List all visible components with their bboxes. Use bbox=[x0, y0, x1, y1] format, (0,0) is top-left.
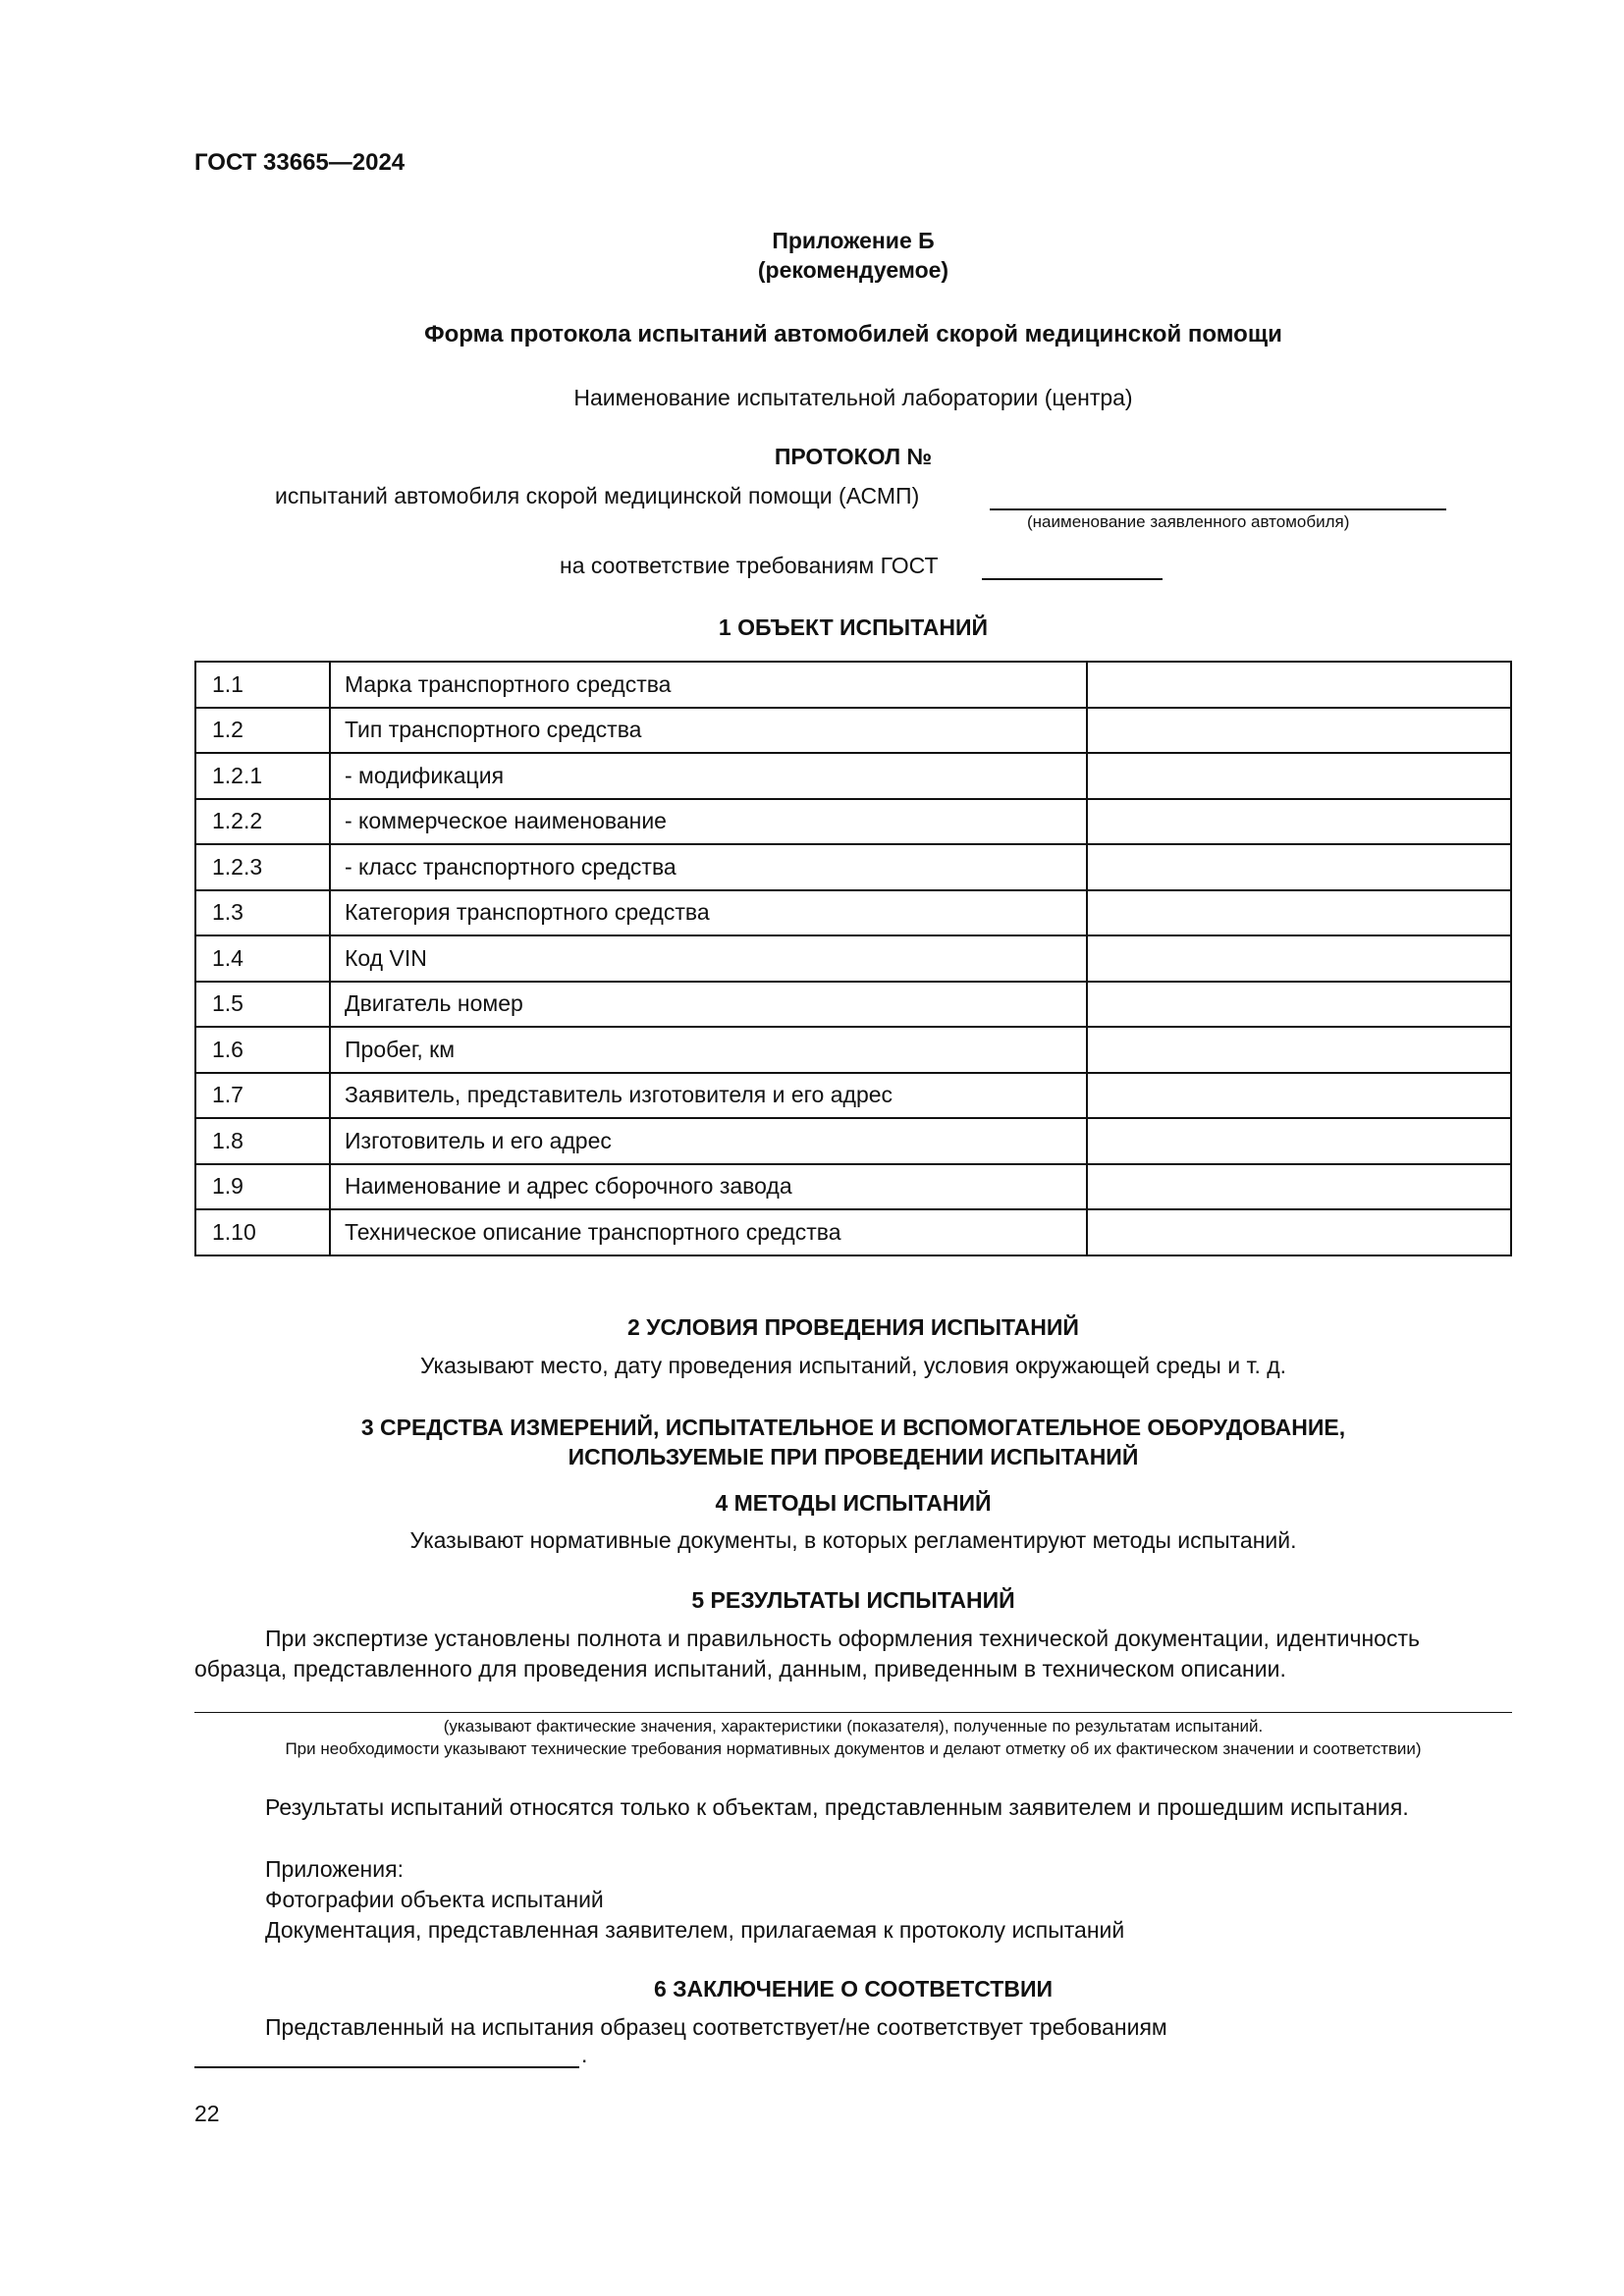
table-row bbox=[195, 708, 1511, 754]
vehicle-name-blank[interactable] bbox=[990, 508, 1446, 510]
table-row bbox=[195, 844, 1511, 890]
row-label: - класс транспортного средства bbox=[330, 844, 1087, 890]
row-value-cell[interactable] bbox=[1087, 982, 1511, 1028]
section4-title: 4 МЕТОДЫ ИСПЫТАНИЙ bbox=[715, 1490, 992, 1516]
row-value-cell[interactable] bbox=[1087, 1118, 1511, 1164]
row-label: Техническое описание транспортного средства bbox=[330, 1209, 1087, 1255]
row-value-cell[interactable] bbox=[1087, 1027, 1511, 1073]
row-value-cell[interactable] bbox=[1087, 1209, 1511, 1255]
row-value-cell[interactable] bbox=[1087, 935, 1511, 982]
table-row bbox=[195, 662, 1511, 708]
appendix-type: (рекомендуемое) bbox=[757, 257, 949, 283]
section2-text: Указывают место, дату проведения испытаний, условия окружающей среды и т. д. bbox=[419, 1353, 1287, 1378]
row-number: 1.9 bbox=[195, 1164, 330, 1210]
section1-title: 1 ОБЪЕКТ ИСПЫТАНИЙ bbox=[718, 614, 989, 640]
table-row bbox=[195, 1073, 1511, 1119]
section5-title: 5 РЕЗУЛЬТАТЫ ИСПЫТАНИЙ bbox=[691, 1587, 1015, 1613]
section6-text: Представленный на испытания образец соответствует/не соответствует требованиям bbox=[265, 2014, 1167, 2040]
row-number: 1.2.2 bbox=[195, 799, 330, 845]
protocol-subject: испытаний автомобиля скорой медицинской помощи (АСМП) bbox=[275, 483, 920, 508]
form-title: Форма протокола испытаний автомобилей скорой медицинской помощи bbox=[424, 321, 1282, 347]
standard-header: ГОСТ 33665—2024 bbox=[194, 149, 406, 176]
row-number: 1.6 bbox=[195, 1027, 330, 1073]
row-label: Заявитель, представитель изготовителя и его адрес bbox=[330, 1073, 1087, 1119]
table-row bbox=[195, 1118, 1511, 1164]
row-value-cell[interactable] bbox=[1087, 1164, 1511, 1210]
table-row bbox=[195, 982, 1511, 1028]
section5-para-line2: образца, представленного для проведения испытаний, данным, приведенным в техническом описании. bbox=[194, 1656, 1286, 1682]
gost-number-blank[interactable] bbox=[982, 578, 1163, 580]
row-label: Марка транспортного средства bbox=[330, 662, 1087, 708]
table-row bbox=[195, 1164, 1511, 1210]
results-caption-line2: При необходимости указывают технические требования нормативных документов и делают отметку об их фактическом значении и соответствии) bbox=[285, 1739, 1422, 1758]
row-value-cell[interactable] bbox=[1087, 662, 1511, 708]
attachment-item: Документация, представленная заявителем, прилагаемая к протоколу испытаний bbox=[265, 1917, 1125, 1943]
table-row bbox=[195, 1027, 1511, 1073]
table-row bbox=[195, 799, 1511, 845]
row-label: - модификация bbox=[330, 753, 1087, 799]
row-number: 1.7 bbox=[195, 1073, 330, 1119]
section5-para-line1: При экспертизе установлены полнота и правильность оформления технической документации, идентичность bbox=[265, 1626, 1420, 1651]
table-row bbox=[195, 935, 1511, 982]
section3-title-line1: 3 СРЕДСТВА ИЗМЕРЕНИЙ, ИСПЫТАТЕЛЬНОЕ И ВСПОМОГАТЕЛЬНОЕ ОБОРУДОВАНИЕ, bbox=[360, 1415, 1346, 1440]
section3-title-line2: ИСПОЛЬЗУЕМЫЕ ПРИ ПРОВЕДЕНИИ ИСПЫТАНИЙ bbox=[568, 1444, 1139, 1469]
vehicle-name-caption: (наименование заявленного автомобиля) bbox=[1027, 512, 1350, 531]
row-label: Категория транспортного средства bbox=[330, 890, 1087, 936]
page-number: 22 bbox=[194, 2101, 220, 2126]
row-number: 1.2.1 bbox=[195, 753, 330, 799]
row-value-cell[interactable] bbox=[1087, 844, 1511, 890]
row-value-cell[interactable] bbox=[1087, 799, 1511, 845]
table-row bbox=[195, 890, 1511, 936]
section6-end-mark: . bbox=[581, 2042, 588, 2067]
row-value-cell[interactable] bbox=[1087, 1073, 1511, 1119]
row-label: Изготовитель и его адрес bbox=[330, 1118, 1087, 1164]
table-row bbox=[195, 1209, 1511, 1255]
row-number: 1.3 bbox=[195, 890, 330, 936]
row-number: 1.4 bbox=[195, 935, 330, 982]
test-object-table bbox=[194, 661, 1512, 1256]
row-label: Тип транспортного средства bbox=[330, 708, 1087, 754]
results-note: Результаты испытаний относятся только к объектам, представленным заявителем и прошедшим испытания. bbox=[265, 1794, 1409, 1820]
row-number: 1.2 bbox=[195, 708, 330, 754]
row-label: Код VIN bbox=[330, 935, 1087, 982]
row-number: 1.8 bbox=[195, 1118, 330, 1164]
section4-text: Указывают нормативные документы, в которых регламентируют методы испытаний. bbox=[409, 1527, 1297, 1553]
row-label: - коммерческое наименование bbox=[330, 799, 1087, 845]
row-value-cell[interactable] bbox=[1087, 708, 1511, 754]
row-number: 1.1 bbox=[195, 662, 330, 708]
row-value-cell[interactable] bbox=[1087, 753, 1511, 799]
lab-name: Наименование испытательной лаборатории (центра) bbox=[573, 385, 1133, 410]
attachments-title: Приложения: bbox=[265, 1856, 404, 1882]
row-label: Двигатель номер bbox=[330, 982, 1087, 1028]
requirements-blank[interactable] bbox=[194, 2066, 579, 2068]
appendix-title: Приложение Б bbox=[772, 228, 935, 253]
results-blank-line[interactable] bbox=[194, 1712, 1512, 1713]
row-number: 1.5 bbox=[195, 982, 330, 1028]
attachment-item: Фотографии объекта испытаний bbox=[265, 1887, 604, 1912]
row-number: 1.2.3 bbox=[195, 844, 330, 890]
row-label: Наименование и адрес сборочного завода bbox=[330, 1164, 1087, 1210]
compliance-text: на соответствие требованиям ГОСТ bbox=[560, 553, 939, 578]
protocol-title: ПРОТОКОЛ № bbox=[774, 444, 933, 469]
section6-title: 6 ЗАКЛЮЧЕНИЕ О СООТВЕТСТВИИ bbox=[653, 1976, 1054, 2002]
row-label: Пробег, км bbox=[330, 1027, 1087, 1073]
row-value-cell[interactable] bbox=[1087, 890, 1511, 936]
table-row bbox=[195, 753, 1511, 799]
results-caption-line1: (указывают фактические значения, характеристики (показателя), полученные по результатам испытаний. bbox=[443, 1717, 1264, 1735]
row-number: 1.10 bbox=[195, 1209, 330, 1255]
section2-title: 2 УСЛОВИЯ ПРОВЕДЕНИЯ ИСПЫТАНИЙ bbox=[627, 1314, 1079, 1340]
